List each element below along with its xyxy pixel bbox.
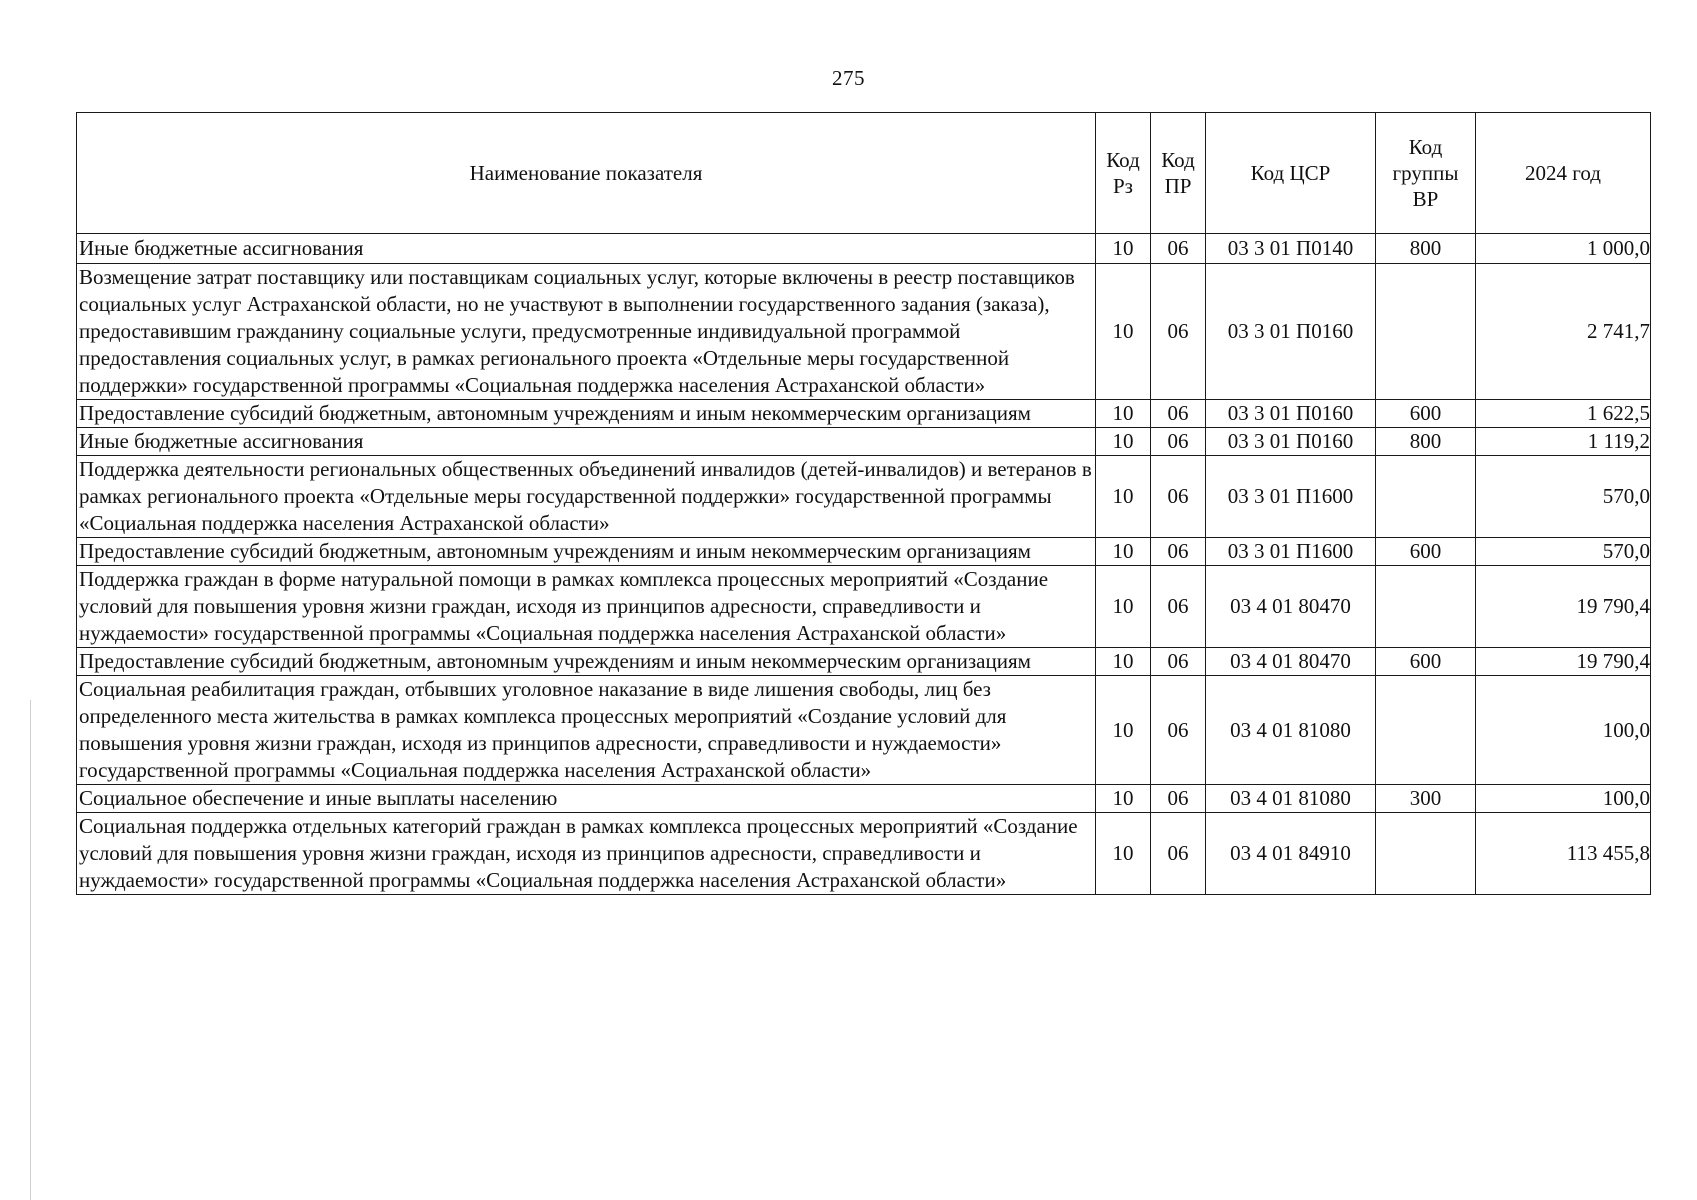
row-pr: 06 — [1151, 648, 1206, 676]
row-amount: 100,0 — [1476, 785, 1651, 813]
row-pr: 06 — [1151, 676, 1206, 785]
row-csr: 03 3 01 П1600 — [1206, 538, 1376, 566]
row-amount: 19 790,4 — [1476, 566, 1651, 648]
row-name: Социальная реабилитация граждан, отбывших уголовное наказание в виде лишения свободы, лиц без определенного места жительства в рамках комплекса процессных мероприятий «Создание условий для повышения уровня жизни граждан, исходя из принципов адресности, справедливости и нуждаемости» государственной программы «Социальная поддержка населения Астраханской области» — [77, 676, 1096, 785]
row-pr: 06 — [1151, 400, 1206, 428]
table-row — [77, 648, 1651, 676]
row-vr: 800 — [1376, 234, 1476, 264]
table-row — [77, 234, 1651, 264]
row-csr: 03 3 01 П0160 — [1206, 264, 1376, 400]
table-row — [77, 538, 1651, 566]
row-rz: 10 — [1096, 813, 1151, 895]
row-name: Поддержка деятельности региональных общественных объединений инвалидов (детей-инвалидов) и ветеранов в рамках регионального проекта «Отдельные меры государственной поддержки» государственной программы «Социальная поддержка населения Астраханской области» — [77, 456, 1096, 538]
row-rz: 10 — [1096, 428, 1151, 456]
row-vr — [1376, 676, 1476, 785]
row-name: Социальная поддержка отдельных категорий граждан в рамках комплекса процессных мероприятий «Создание условий для повышения уровня жизни граждан, исходя из принципов адресности, справедливости и нуждаемости» государственной программы «Социальная поддержка населения Астраханской области» — [77, 813, 1096, 895]
row-vr — [1376, 566, 1476, 648]
row-csr: 03 4 01 81080 — [1206, 785, 1376, 813]
row-vr — [1376, 264, 1476, 400]
row-vr: 300 — [1376, 785, 1476, 813]
row-vr: 600 — [1376, 400, 1476, 428]
row-name: Предоставление субсидий бюджетным, автономным учреждениям и иным некоммерческим организациям — [77, 538, 1096, 566]
row-name: Социальное обеспечение и иные выплаты населению — [77, 785, 1096, 813]
table-row — [77, 566, 1651, 648]
row-name: Иные бюджетные ассигнования — [77, 428, 1096, 456]
row-vr: 600 — [1376, 538, 1476, 566]
row-pr: 06 — [1151, 566, 1206, 648]
row-rz: 10 — [1096, 785, 1151, 813]
table-row — [77, 400, 1651, 428]
row-amount: 570,0 — [1476, 538, 1651, 566]
row-name: Предоставление субсидий бюджетным, автономным учреждениям и иным некоммерческим организациям — [77, 648, 1096, 676]
row-name: Поддержка граждан в форме натуральной помощи в рамках комплекса процессных мероприятий «Создание условий для повышения уровня жизни граждан, исходя из принципов адресности, справедливости и нуждаемости» государственной программы «Социальная поддержка населения Астраханской области» — [77, 566, 1096, 648]
row-rz: 10 — [1096, 264, 1151, 400]
table-row — [77, 676, 1651, 785]
row-amount: 570,0 — [1476, 456, 1651, 538]
row-rz: 10 — [1096, 676, 1151, 785]
table-row — [77, 428, 1651, 456]
row-pr: 06 — [1151, 538, 1206, 566]
row-amount: 19 790,4 — [1476, 648, 1651, 676]
row-rz: 10 — [1096, 400, 1151, 428]
row-vr: 800 — [1376, 428, 1476, 456]
table-body — [77, 234, 1651, 895]
row-pr: 06 — [1151, 456, 1206, 538]
row-pr: 06 — [1151, 785, 1206, 813]
table-row — [77, 785, 1651, 813]
row-csr: 03 4 01 80470 — [1206, 648, 1376, 676]
row-csr: 03 3 01 П0140 — [1206, 234, 1376, 264]
row-amount: 113 455,8 — [1476, 813, 1651, 895]
row-amount: 1 000,0 — [1476, 234, 1651, 264]
row-amount: 2 741,7 — [1476, 264, 1651, 400]
row-csr: 03 4 01 80470 — [1206, 566, 1376, 648]
row-rz: 10 — [1096, 566, 1151, 648]
header-year: 2024 год — [1476, 113, 1651, 234]
row-csr: 03 3 01 П0160 — [1206, 400, 1376, 428]
row-csr: 03 4 01 84910 — [1206, 813, 1376, 895]
row-name: Предоставление субсидий бюджетным, автономным учреждениям и иным некоммерческим организациям — [77, 400, 1096, 428]
row-rz: 10 — [1096, 538, 1151, 566]
row-csr: 03 3 01 П1600 — [1206, 456, 1376, 538]
row-name: Возмещение затрат поставщику или поставщикам социальных услуг, которые включены в реестр поставщиков социальных услуг Астраханской области, но не участвуют в выполнении государственного задания (заказа), предоставившим гражданину социальные услуги, предусмотренные индивидуальной программой предоставления социальных услуг, в рамках регионального проекта «Отдельные меры государственной поддержки» государственной программы «Социальная поддержка населения Астраханской области» — [77, 264, 1096, 400]
header-rz: Код Рз — [1096, 113, 1151, 234]
row-amount: 1 119,2 — [1476, 428, 1651, 456]
row-rz: 10 — [1096, 456, 1151, 538]
header-csr: Код ЦСР — [1206, 113, 1376, 234]
header-row — [77, 113, 1651, 234]
table-header — [77, 113, 1651, 234]
header-name: Наименование показателя — [77, 113, 1096, 234]
scan-edge-line — [30, 700, 31, 1200]
header-vr: Код группы ВР — [1376, 113, 1476, 234]
table-row — [77, 813, 1651, 895]
row-vr — [1376, 456, 1476, 538]
page-number: 275 — [832, 66, 865, 90]
row-rz: 10 — [1096, 648, 1151, 676]
table-row — [77, 264, 1651, 400]
row-vr — [1376, 813, 1476, 895]
row-amount: 100,0 — [1476, 676, 1651, 785]
row-pr: 06 — [1151, 264, 1206, 400]
row-name: Иные бюджетные ассигнования — [77, 234, 1096, 264]
row-vr: 600 — [1376, 648, 1476, 676]
row-pr: 06 — [1151, 428, 1206, 456]
table-row — [77, 456, 1651, 538]
row-amount: 1 622,5 — [1476, 400, 1651, 428]
row-pr: 06 — [1151, 234, 1206, 264]
row-csr: 03 4 01 81080 — [1206, 676, 1376, 785]
row-rz: 10 — [1096, 234, 1151, 264]
row-pr: 06 — [1151, 813, 1206, 895]
header-pr: Код ПР — [1151, 113, 1206, 234]
budget-table — [76, 112, 1651, 895]
row-csr: 03 3 01 П0160 — [1206, 428, 1376, 456]
